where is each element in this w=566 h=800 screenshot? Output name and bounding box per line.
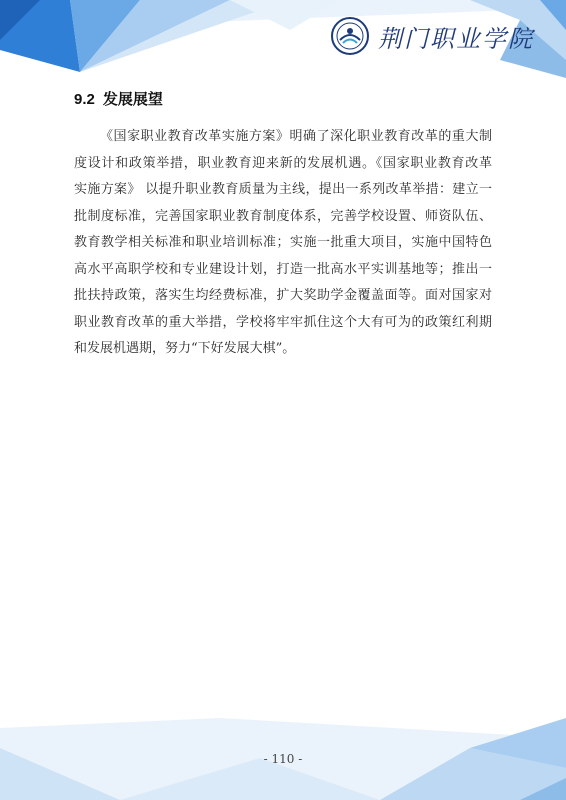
- paragraph-line: 职业教育改革的重大举措，学校将牢牢抓住这个大有可为的政策红利期: [74, 314, 492, 330]
- paragraph-line: 高水平高职学校和专业建设计划，打造一批高水平实训基地等；推出一: [74, 261, 492, 277]
- school-name-logo-text: 荆门职业学院: [378, 24, 534, 53]
- paragraph-line: 实施方案》 以提升职业教育质量为主线，提出一系列改革举措：建立一: [74, 182, 492, 197]
- paragraph-line: 和发展机遇期，努力“下好发展大棋”。: [74, 341, 296, 356]
- paragraph-line: 教育教学相关标准和职业培训标准；实施一批重大项目，实施中国特色: [74, 235, 492, 250]
- paragraph-line: 批制度标准，完善国家职业教育制度体系，完善学校设置、师资队伍、: [74, 208, 492, 224]
- section-heading: [74, 88, 163, 109]
- paragraph-line: 批扶持政策，落实生均经费标准，扩大奖助学金覆盖面等。面对国家对: [74, 288, 492, 303]
- school-logo: [330, 14, 534, 58]
- paragraph-line: 度设计和政策举措，职业教育迎来新的发展机遇。《国家职业教育改革: [74, 155, 492, 171]
- body-paragraph: [74, 124, 492, 363]
- school-emblem-icon: [330, 16, 370, 56]
- section-title: 发展展望: [102, 91, 163, 108]
- paragraph-line: 《国家职业教育改革实施方案》明确了深化职业教育改革的重大制: [100, 129, 492, 144]
- section-number: 9.2: [74, 91, 95, 108]
- page-number: - 110 -: [263, 752, 303, 766]
